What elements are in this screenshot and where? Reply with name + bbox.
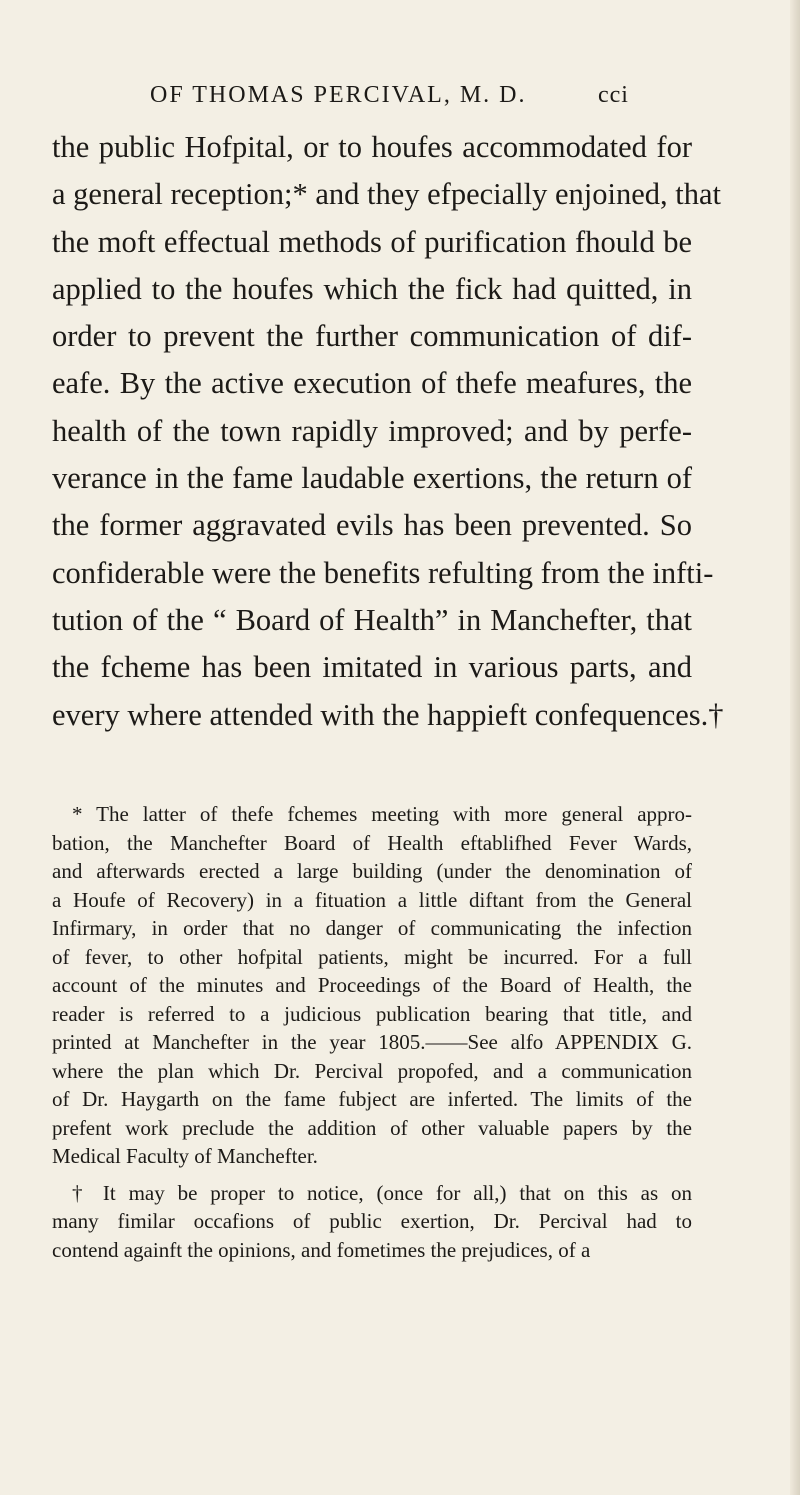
footnote-line: Infirmary, in order that no danger of communicating the infection (52, 916, 692, 940)
footnote-line: account of the minutes and Proceedings of the Board of Health, the (52, 973, 692, 997)
text-line: a general reception;* and they efpecially enjoined, that (52, 177, 722, 212)
text-line: order to prevent the further communication of dif- (52, 319, 692, 354)
footnote-line: prefent work preclude the addition of other valuable papers by the (52, 1115, 692, 1140)
text-line: the public Hofpital, or to houfes accommodated for (52, 130, 692, 164)
footnote-line: of Dr. Haygarth on the fame fubject are inferted. The limits of the (52, 1087, 692, 1111)
text-line: applied to the houfes which the fick had quitted, in (52, 271, 692, 306)
footnote-line: a Houfe of Recovery) in a fituation a little diftant from the General (52, 887, 692, 912)
text-line: tution of the “ Board of Health” in Manchefter, that (52, 602, 692, 637)
page-edge-shadow (790, 0, 800, 1495)
text-line: the moft effectual methods of purification fhould be (52, 224, 692, 259)
footnotes (52, 800, 692, 1264)
text-line: every where attended with the happieft confequences.† (52, 697, 724, 732)
footnote-line: reader is referred to a judicious publication bearing that title, and (52, 1001, 692, 1026)
text-line: verance in the fame laudable exertions, the return of (52, 461, 692, 496)
text-line: the fcheme has been imitated in various parts, and (52, 650, 692, 685)
footnote-line: * The latter of thefe fchemes meeting with more general appro- (72, 802, 692, 826)
running-header (150, 82, 629, 109)
page-number: cci (598, 82, 629, 108)
footnote-line: where the plan which Dr. Percival propofed, and a communication (52, 1058, 692, 1083)
main-paragraph (52, 124, 724, 739)
text-line: the former aggravated evils has been prevented. So (52, 508, 692, 543)
footnote-dagger (52, 1179, 692, 1265)
footnote-line: of fever, to other hofpital patients, might be incurred. For a full (52, 944, 692, 969)
footnote-asterisk (52, 800, 692, 1171)
footnote-line: many fimilar occafions of public exertion, Dr. Percival had to (52, 1209, 692, 1233)
text-line: eafe. By the active execution of thefe meafures, the (52, 366, 692, 401)
footnote-line: printed at Manchefter in the year 1805.——See alfo APPENDIX G. (52, 1030, 692, 1054)
footnote-line: Medical Faculty of Manchefter. (52, 1144, 318, 1168)
text-line: confiderable were the benefits refulting from the infti- (52, 555, 714, 590)
footnote-line: † It may be proper to notice, (once for all,) that on this as on (72, 1180, 692, 1205)
footnote-line: and afterwards erected a large building (under the denomination of (52, 859, 692, 883)
footnote-line: bation, the Manchefter Board of Health eftablifhed Fever Wards, (52, 830, 692, 855)
footnote-line: contend againft the opinions, and fometimes the prejudices, of a (52, 1237, 591, 1262)
text-line: health of the town rapidly improved; and by perfe- (52, 413, 692, 448)
running-title: OF THOMAS PERCIVAL, M. D. (150, 82, 527, 108)
